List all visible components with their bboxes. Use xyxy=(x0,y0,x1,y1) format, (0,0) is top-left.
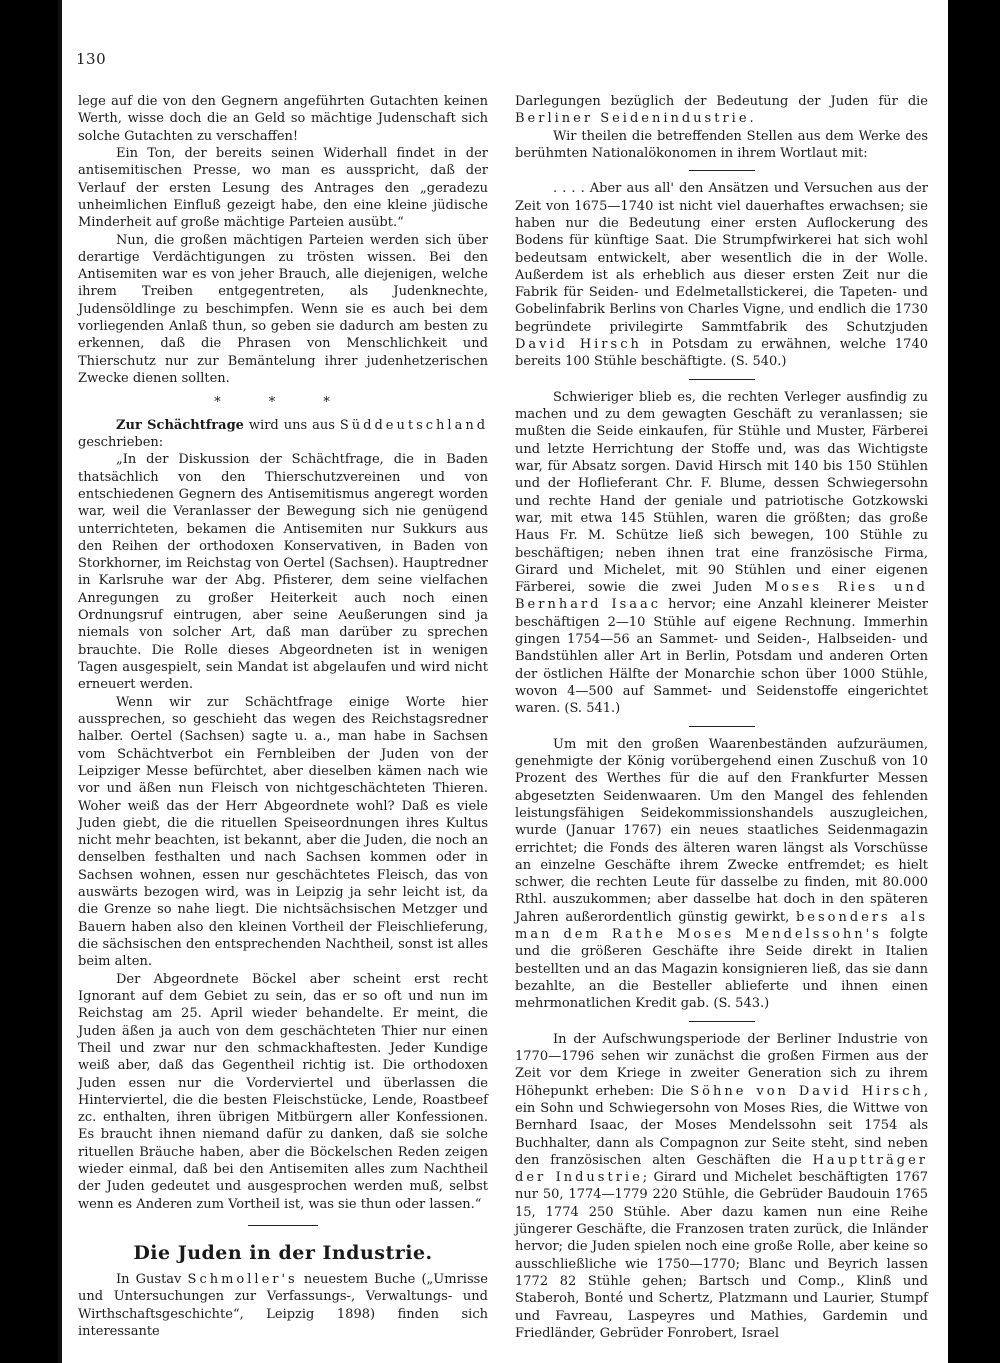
spaced-text: David Hirsch xyxy=(515,337,642,353)
section-divider xyxy=(248,1225,318,1226)
paragraph: Wir theilen die betreffenden Stellen aus dem Werke des berühmten Nationalökonomen in ihrem Wortlaut mit: xyxy=(515,128,928,161)
paragraph: Ein Ton, der bereits seinen Widerhall findet in der antisemitischen Presse, wo man es ausspricht, daß der Verlauf der ersten Lesung des Antrages den „geradezu unheimlichen Einfluß gezeigt habe, den eine kleine jüdische Minderheit auf große mächtige Parteien ausübt.“ xyxy=(78,145,488,231)
paragraph xyxy=(515,93,928,128)
text-run: wird uns aus xyxy=(243,417,340,433)
spaced-text: Berliner Seidenindustrie. xyxy=(515,111,757,127)
left-column xyxy=(78,93,488,1340)
text-run: in Potsdam zu erwähnen, welche 1740 bereits 100 Stühle beschäftigte. (S. 540.) xyxy=(515,337,928,370)
paragraph xyxy=(78,1271,488,1340)
text-run: neuestem Buche („Umrisse und Untersuchungen zur Verfassungs-, Verwaltungs- und Wirthschaftsgeschichte“, Leipzig 1898) finden sich interessante xyxy=(78,1272,488,1339)
text-run: Um mit den großen Waarenbeständen aufzuräumen, genehmigte der König vorübergehend einen Zuschuß von 10 Prozent des Werthes für die auf den Frankfurter Messen abgesetzten Seidenwaaren. Um den Mangel des fehlenden leistungsfähigen Seidekommissionshandels auszugleichen, wurde (Januar 1767) ein neues staatliches Seidenmagazin errichtet; die Fonds des älteren waren längst als Vorschüsse an einzelne Geschäfte ihrem Zwecke entfremdet; es hielt schwer, die rechten Leute für dasselbe zu finden, mit 80.000 Rthl. auszukommen; aber dasselbe hat doch in den späteren Jahren außerordentlich günstig gewirkt, xyxy=(515,736,928,925)
paragraph xyxy=(515,180,928,370)
paragraph: Wenn wir zur Schächtfrage einige Worte hier aussprechen, so geschieht das wegen des Reichstagsredner halber. Oertel (Sachsen) sagte u. a., man habe in Sachsen vom Schächtverbot ein Fernbleiben der Juden von der Leipziger Messe befürchtet, aber dieselben kämen nach wie vor und äßen nun Fleisch von nichtgeschächteten Thieren. Woher weiß das der Herr Abgeordnete wohl? Daß es viele Juden giebt, die die rituellen Speiseordnungen ihres Kultus nicht mehr beachten, ist bekannt, aber die Juden, die noch an denselben festhalten und nach Sachsen kommen oder in Sachsen wohnen, essen nur geschächtetes Fleisch, das von auswärts bezogen wird, was in Leipzig ja sehr leicht ist, da die Grenze so nahe liegt. Die nichtsächsischen Metzger und Bauern haben also den kleinen Vortheil der Fleischlieferung, die sächsischen den entsprechenden Nachtheil, sonst ist alles beim alten. xyxy=(78,694,488,970)
text-run: Darlegungen bezüglich der Bedeutung der Juden für die xyxy=(515,94,928,109)
spaced-text: Schmoller's xyxy=(187,1272,298,1287)
text-run: In der Aufschwungsperiode der Berliner Industrie von 1770—1796 sehen wir zunächst die großen Firmen aus der Zeit vor dem Kriege in zweiter Generation sich zu ihrem Höhepunkt erheben: Die xyxy=(515,1031,928,1099)
paragraph: lege auf die von den Gegnern angeführten Gutachten keinen Werth, wisse doch die an Geld so mächtige Judenschaft sich solche Gutachten zu verschaffen! xyxy=(78,94,488,144)
text-run: . . . . Aber aus all' den Ansätzen und Versuchen aus der Zeit von 1675—1740 ist nicht viel dauerhaftes erwachsen; sie haben nur die Bedeutung einer ersten Auflockerung des Bodens für künftige Saat. Die Strumpfwirkerei hat sich wohl bedeutsam entwickelt, aber wesentlich die in der Wolle. Außerdem ist als erheblich aus dieser ersten Zeit nur die Fabrik für Seiden- und Edelmetallstickerei, die Tapeten- und Gobelinfabrik Berlins von Charles Vigne, und endlich die 1730 begründete privilegirte Sammtfabrik des Schutzjuden xyxy=(515,181,928,335)
spaced-text: Moses Ries und Bernhard Isaac xyxy=(515,580,928,613)
text-run: folgte und die größeren Geschäfte ihre Seide direkt in Italien bestellten und an das Magazin konsignieren ließ, das sie dann bezahlte, an die Besteller ablieferte und ihnen einen mehrmonatlichen Kredit gab. (S. 543.) xyxy=(515,927,928,1012)
quote-divider xyxy=(689,726,755,727)
right-column xyxy=(515,93,928,1342)
spaced-text: Hauptträger der Industrie xyxy=(515,1152,928,1186)
scan-edge xyxy=(58,0,62,1363)
text-run: Schwieriger blieb es, die rechten Verleger ausfindig zu machen und zu dem gewagten Geschäft zu veranlassen; sie mußten die Seide einkaufen, für Stühle und Muster, Färberei und letzte Herrichtung der Stoffe und, was das Wichtigste war, für Absatz sorgen. David Hirsch mit 140 bis 150 Stühlen und der Hoflieferant Chr. F. Blume, dessen Schwiegersohn und rechte Hand der geniale und patriotische Gotzkowski war, mit etwa 145 Stühlen, waren die größten; das große Haus Fr. M. Schütze ließ sich bewegen, 100 Stühle zu beschäftigen; neben ihnen trat eine französische Firma, Girard und Michelet, mit 90 Stühlen und einer eigenen Färberei, sowie die zwei Juden xyxy=(515,389,928,596)
text-run: ; Girard und Michelet beschäftigten 1767 nur 50, 1774—1779 220 Stühle, die Gebrüder Baudouin 1765 15, 1774 250 Stühle. Aber dazu kamen nun eine Reihe jüngerer Geschäfte, die Franzosen traten zurück, die Inländer hervor; die Juden spielen noch eine große Rolle, aber keine so ausschließliche wie 1750—1770; Blanc und Beyrich lassen 1772 82 Stühle gehen; Bartsch und Comp., Klinß und Staberoh, Bonté und Schertz, Platzmann und Laurier, Stumpf und Favreau, Laspeyres und Mathies, Gardemin und Friedländer, Gebrüder Fonrobert, Israel xyxy=(515,1170,928,1341)
text-run: geschrieben: xyxy=(78,434,164,450)
page-number: 130 xyxy=(76,50,107,68)
text-run: In Gustav xyxy=(116,1272,188,1287)
paragraph: „In der Diskussion der Schächtfrage, die in Baden thatsächlich von den Thierschutzvereinen und von entschiedenen Gegnern des Antisemitismus angeregt worden war, weil die Veranlasser der Bewegung sich nie genügend unterrichteten, bekamen die Antisemiten nur Sukkurs aus den Reihen der orthodoxen Konservativen, in Baden von Storkhorner, im Reichstag von Oertel (Sachsen). Hauptredner in Karlsruhe war der Abg. Pfisterer, dem seine vielfachen Anregungen zu großer Heiterkeit auch noch einen Ordnungsruf eintrugen, aber seine Aeußerungen sind ja niemals von solcher Art, daß man darüber zu sprechen brauchte. Die Rolle dieses Abgeordneten ist in wenigen Tagen ausgespielt, sein Mandat ist abgelaufen und wird nicht erneuert werden. xyxy=(78,452,489,693)
text-run: hervor; eine Anzahl kleinerer Meister beschäftigen 2—10 Stühle auf eigene Rechnung. Immerhin gingen 1754—56 an Sammet- und Seiden-, Halbseiden- und Bandstühlen aller Art in Berlin, Potsdam und anderen Orten der östlichen Hälfte der Monarchie schon über 1000 Stühle, wovon 4—500 auf Sammet- und Seidenstoffe eingerichtet waren. (S. 541.) xyxy=(515,597,928,717)
quote-divider xyxy=(689,379,755,380)
section-title-schaechtfrage: Zur Schächtfrage xyxy=(116,417,244,433)
paragraph xyxy=(515,1031,928,1343)
quote-divider xyxy=(689,1021,755,1022)
paragraph: Der Abgeordnete Böckel aber scheint erst recht Ignorant auf dem Gebiet zu sein, das er so oft und nun im Reichstag am 25. April wieder behandelte. Er meint, die Juden äßen ja auch von dem geschächteten Thier nur einen Theil und zwar nur den schmackhaftesten. Jeder Kundige weiß aber, daß das Gegentheil richtig ist. Die orthodoxen Juden essen nur die Vorderviertel und überlassen die Hinterviertel, die die besten Fleischstücke, Lende, Roastbeef zc. enthalten, ihren übrigen Mitbürgern aller Konfessionen. Es braucht ihnen niemand dafür zu danken, daß sie solche rituellen Bräuche haben, aber die Böckelschen Reden zeigen wieder einmal, daß bei den Antisemiten alles zum Nachtheil der Juden gedeutet und ausgesprochen werden muß, selbst wenn es Anderen zum Vortheil ist, was sie thun oder lassen.“ xyxy=(78,971,488,1212)
spaced-text: besonders als man dem Rathe Moses Mendelssohn's xyxy=(515,909,929,943)
text-run: , ein Sohn und Schwiegersohn von Moses Ries, die Wittwe von Bernhard Isaac, der Moses Mendelssohn seit 1754 als Buchhalter, dann als Compagnon zur Seite steht, sind neben den französischen alten Geschäften die xyxy=(515,1083,928,1168)
quote-divider xyxy=(689,170,755,171)
article-heading: Die Juden in der Industrie. xyxy=(133,1242,433,1264)
paragraph xyxy=(515,389,928,718)
spaced-text: Süddeutschland xyxy=(339,417,489,433)
paragraph: Nun, die großen mächtigen Parteien werden sich über derartige Verdächtigungen zu trösten wissen. Bei den Antisemiten war es von jeher Brauch, alle diejenigen, welche ihrem Treiben entgegentreten, als Judenknechte, Judensöldlinge zu beschimpfen. Wenn sie es auch bei dem vorliegenden Anlaß thun, so geben sie dadurch am besten zu erkennen, daß die Phrasen von Menschlichkeit und Thierschutz nur zur Bemäntelung ihrer judenhetzerischen Zwecke dienen sollten. xyxy=(78,232,488,386)
paragraph xyxy=(78,417,488,452)
newspaper-page xyxy=(58,0,948,1363)
section-separator-stars: * * * xyxy=(214,395,352,411)
paragraph xyxy=(515,736,928,1013)
spaced-text: Söhne von David Hirsch xyxy=(690,1083,924,1099)
